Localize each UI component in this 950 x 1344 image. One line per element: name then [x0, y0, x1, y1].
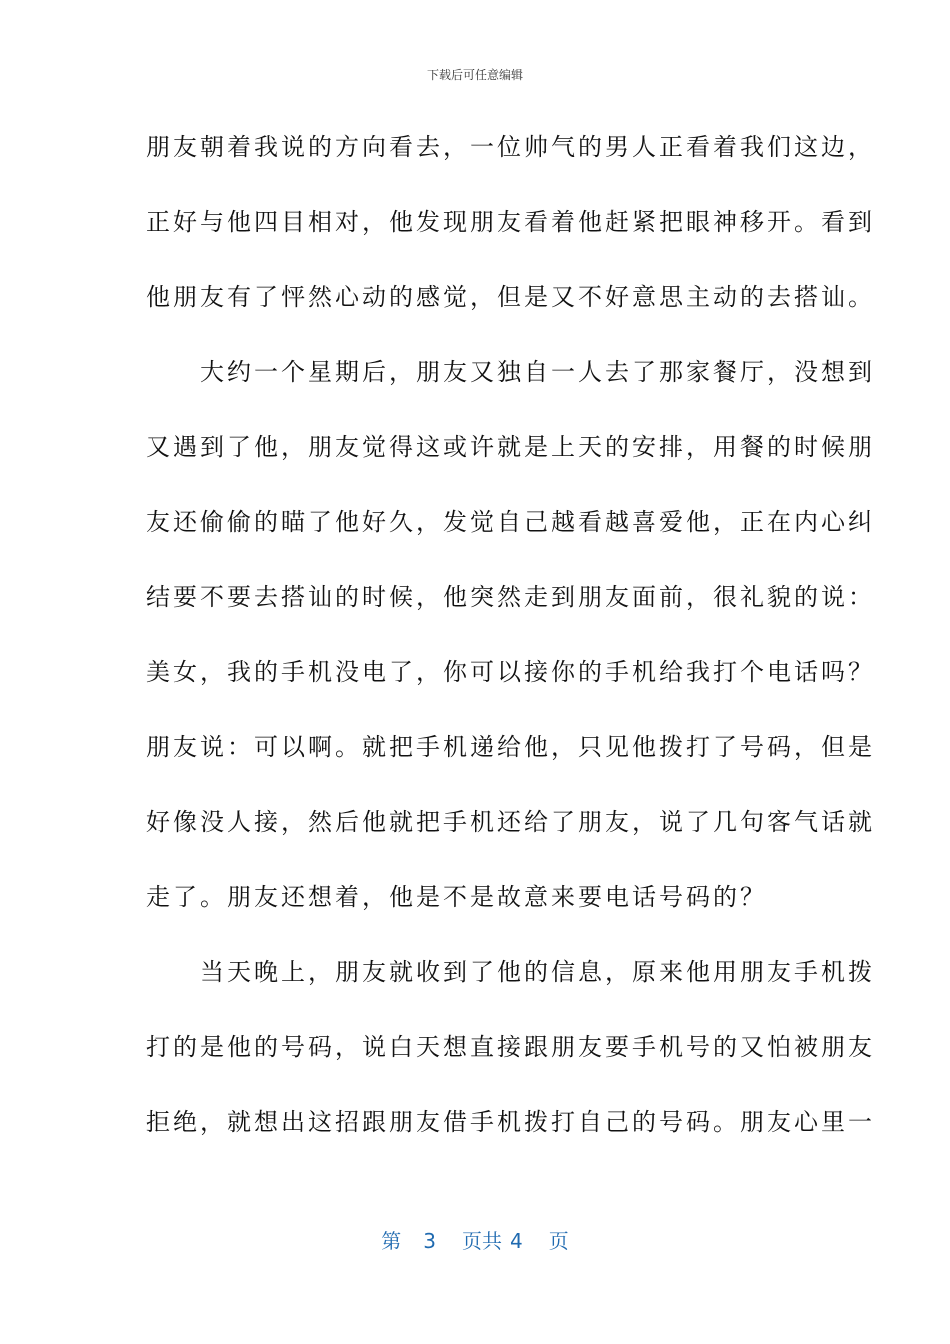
page-header: 下载后可任意编辑 [426, 68, 523, 82]
text-line: 他朋友有了怦然心动的感觉，但是又不好意思主动的去搭讪。 [146, 283, 875, 311]
text-line: 正好与他四目相对，他发现朋友看着他赶紧把眼神移开。看到 [146, 208, 875, 236]
text-line: 拒绝，就想出这招跟朋友借手机拨打自己的号码。朋友心里一 [146, 1108, 875, 1136]
text-line: 结要不要去搭讪的时候，他突然走到朋友面前，很礼貌的说： [146, 583, 875, 611]
text-line: 打的是他的号码，说白天想直接跟朋友要手机号的又怕被朋友 [146, 1033, 875, 1061]
text-line: 美女，我的手机没电了，你可以接你的手机给我打个电话吗？ [146, 658, 875, 686]
current-page-number: 3 [423, 1229, 436, 1253]
text-line: 好像没人接，然后他就把手机还给了朋友，说了几句客气话就 [146, 808, 875, 836]
text-line: 又遇到了他，朋友觉得这或许就是上天的安排，用餐的时候朋 [146, 433, 875, 461]
text-line: 当天晚上，朋友就收到了他的信息，原来他用朋友手机拨 [146, 958, 875, 986]
text-line: 朋友说：可以啊。就把手机递给他，只见他拨打了号码，但是 [146, 733, 875, 761]
page-footer [0, 1225, 950, 1254]
text-line: 走了。朋友还想着，他是不是故意来要电话号码的？ [146, 883, 767, 911]
text-line: 友还偷偷的瞄了他好久，发觉自己越看越喜爱他，正在内心纠 [146, 508, 875, 536]
document-body [146, 119, 875, 1169]
footer-middle: 页共 [462, 1229, 502, 1253]
total-pages-number: 4 [510, 1229, 523, 1253]
footer-suffix: 页 [548, 1229, 569, 1253]
footer-prefix: 第 [381, 1229, 402, 1253]
text-line: 大约一个星期后，朋友又独自一人去了那家餐厅，没想到 [146, 358, 875, 386]
text-line: 朋友朝着我说的方向看去，一位帅气的男人正看着我们这边， [146, 133, 875, 161]
